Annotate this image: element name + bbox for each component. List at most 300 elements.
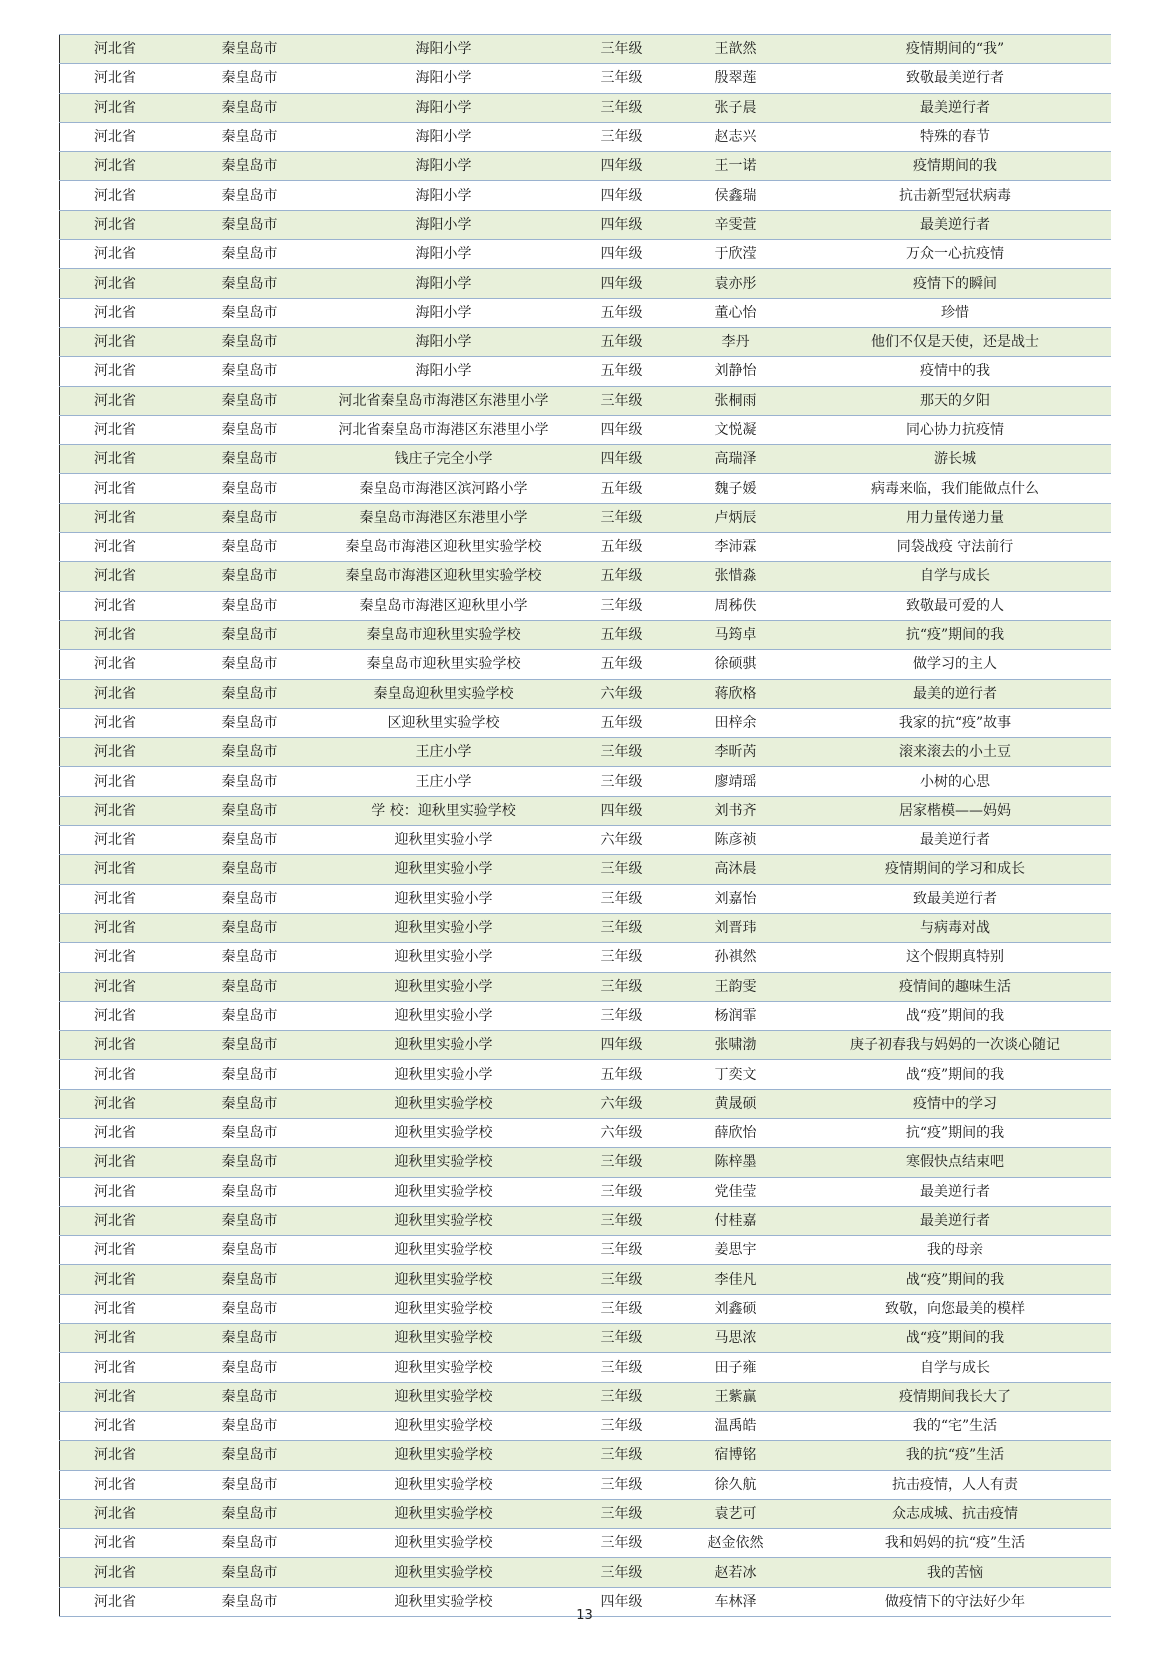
city-cell: 秦皇岛市: [184, 445, 316, 474]
table-row: [60, 591, 1111, 620]
province-cell: 河北省: [60, 415, 184, 444]
grade-cell: 三年级: [572, 1001, 672, 1030]
city-cell: 秦皇岛市: [184, 1529, 316, 1558]
province-cell: 河北省: [60, 35, 184, 64]
city-cell: 秦皇岛市: [184, 35, 316, 64]
grade-cell: 三年级: [572, 1558, 672, 1587]
table-row: [60, 913, 1111, 942]
table-row: [60, 1294, 1111, 1323]
province-cell: 河北省: [60, 386, 184, 415]
student-name-cell: 刘静怡: [672, 357, 800, 386]
grade-cell: 三年级: [572, 1441, 672, 1470]
grade-cell: 六年级: [572, 679, 672, 708]
essay-title-cell: 那天的夕阳: [800, 386, 1111, 415]
province-cell: 河北省: [60, 1294, 184, 1323]
essay-title-cell: 疫情期间的学习和成长: [800, 855, 1111, 884]
table-row: [60, 738, 1111, 767]
city-cell: 秦皇岛市: [184, 562, 316, 591]
city-cell: 秦皇岛市: [184, 210, 316, 239]
city-cell: 秦皇岛市: [184, 796, 316, 825]
province-cell: 河北省: [60, 445, 184, 474]
province-cell: 河北省: [60, 767, 184, 796]
student-name-cell: 李丹: [672, 327, 800, 356]
student-name-cell: 王歆然: [672, 35, 800, 64]
grade-cell: 三年级: [572, 1236, 672, 1265]
student-name-cell: 张啸渤: [672, 1031, 800, 1060]
essay-title-cell: 病毒来临，我们能做点什么: [800, 474, 1111, 503]
table-row: [60, 972, 1111, 1001]
grade-cell: 三年级: [572, 503, 672, 532]
essay-title-cell: 与病毒对战: [800, 913, 1111, 942]
student-name-cell: 赵志兴: [672, 122, 800, 151]
school-cell: 迎秋里实验小学: [316, 972, 572, 1001]
table-row: [60, 210, 1111, 239]
city-cell: 秦皇岛市: [184, 826, 316, 855]
grade-cell: 五年级: [572, 327, 672, 356]
grade-cell: 三年级: [572, 591, 672, 620]
province-cell: 河北省: [60, 181, 184, 210]
school-cell: 迎秋里实验学校: [316, 1441, 572, 1470]
school-cell: 海阳小学: [316, 210, 572, 239]
grade-cell: 四年级: [572, 210, 672, 239]
province-cell: 河北省: [60, 913, 184, 942]
province-cell: 河北省: [60, 972, 184, 1001]
city-cell: 秦皇岛市: [184, 1177, 316, 1206]
essay-title-cell: 疫情下的瞬间: [800, 269, 1111, 298]
school-cell: 迎秋里实验学校: [316, 1177, 572, 1206]
school-cell: 秦皇岛市海港区迎秋里小学: [316, 591, 572, 620]
table-row: [60, 855, 1111, 884]
table-row: [60, 474, 1111, 503]
province-cell: 河北省: [60, 1148, 184, 1177]
grade-cell: 三年级: [572, 913, 672, 942]
essay-title-cell: 同心协力抗疫情: [800, 415, 1111, 444]
city-cell: 秦皇岛市: [184, 1031, 316, 1060]
table-row: [60, 269, 1111, 298]
table-row: [60, 1060, 1111, 1089]
grade-cell: 四年级: [572, 181, 672, 210]
city-cell: 秦皇岛市: [184, 650, 316, 679]
table-row: [60, 122, 1111, 151]
table-row: [60, 708, 1111, 737]
city-cell: 秦皇岛市: [184, 1441, 316, 1470]
city-cell: 秦皇岛市: [184, 738, 316, 767]
school-cell: 秦皇岛市海港区滨河路小学: [316, 474, 572, 503]
student-name-cell: 温禹皓: [672, 1411, 800, 1440]
essay-title-cell: 疫情期间的“我”: [800, 35, 1111, 64]
province-cell: 河北省: [60, 1177, 184, 1206]
province-cell: 河北省: [60, 240, 184, 269]
essay-title-cell: 庚子初春我与妈妈的一次谈心随记: [800, 1031, 1111, 1060]
essay-title-cell: 疫情期间我长大了: [800, 1382, 1111, 1411]
table-row: [60, 1529, 1111, 1558]
essay-title-cell: 致最美逆行者: [800, 884, 1111, 913]
essay-title-cell: 我的母亲: [800, 1236, 1111, 1265]
table-row: [60, 767, 1111, 796]
table-row: [60, 1177, 1111, 1206]
province-cell: 河北省: [60, 1353, 184, 1382]
city-cell: 秦皇岛市: [184, 1265, 316, 1294]
student-name-cell: 袁亦彤: [672, 269, 800, 298]
grade-cell: 三年级: [572, 1499, 672, 1528]
table-row: [60, 93, 1111, 122]
city-cell: 秦皇岛市: [184, 1118, 316, 1147]
school-cell: 迎秋里实验学校: [316, 1411, 572, 1440]
essay-title-cell: 小树的心思: [800, 767, 1111, 796]
essay-title-cell: 最美逆行者: [800, 93, 1111, 122]
grade-cell: 三年级: [572, 1148, 672, 1177]
table-row: [60, 357, 1111, 386]
school-cell: 王庄小学: [316, 738, 572, 767]
school-cell: 迎秋里实验小学: [316, 884, 572, 913]
student-name-cell: 马思浓: [672, 1324, 800, 1353]
table-row: [60, 1353, 1111, 1382]
table-row: [60, 64, 1111, 93]
city-cell: 秦皇岛市: [184, 1206, 316, 1235]
table-row: [60, 1499, 1111, 1528]
grade-cell: 三年级: [572, 1265, 672, 1294]
province-cell: 河北省: [60, 1118, 184, 1147]
student-name-cell: 王紫赢: [672, 1382, 800, 1411]
province-cell: 河北省: [60, 1236, 184, 1265]
city-cell: 秦皇岛市: [184, 1294, 316, 1323]
city-cell: 秦皇岛市: [184, 1411, 316, 1440]
table-row: [60, 445, 1111, 474]
province-cell: 河北省: [60, 1060, 184, 1089]
province-cell: 河北省: [60, 503, 184, 532]
table-row: [60, 1031, 1111, 1060]
city-cell: 秦皇岛市: [184, 181, 316, 210]
school-cell: 迎秋里实验学校: [316, 1470, 572, 1499]
city-cell: 秦皇岛市: [184, 415, 316, 444]
province-cell: 河北省: [60, 533, 184, 562]
school-cell: 海阳小学: [316, 327, 572, 356]
student-name-cell: 付桂嘉: [672, 1206, 800, 1235]
province-cell: 河北省: [60, 64, 184, 93]
school-cell: 迎秋里实验学校: [316, 1558, 572, 1587]
student-name-cell: 文悦凝: [672, 415, 800, 444]
table-row: [60, 943, 1111, 972]
essay-title-cell: 自学与成长: [800, 1353, 1111, 1382]
city-cell: 秦皇岛市: [184, 152, 316, 181]
student-name-cell: 宿博铭: [672, 1441, 800, 1470]
essay-title-cell: 特殊的春节: [800, 122, 1111, 151]
grade-cell: 三年级: [572, 1470, 672, 1499]
school-cell: 迎秋里实验学校: [316, 1148, 572, 1177]
student-name-cell: 李佳凡: [672, 1265, 800, 1294]
student-name-cell: 张惜淼: [672, 562, 800, 591]
table-row: [60, 152, 1111, 181]
province-cell: 河北省: [60, 1324, 184, 1353]
essay-title-cell: 我的抗“疫”生活: [800, 1441, 1111, 1470]
grade-cell: 四年级: [572, 796, 672, 825]
table-row: [60, 650, 1111, 679]
school-cell: 迎秋里实验小学: [316, 943, 572, 972]
school-cell: 迎秋里实验小学: [316, 913, 572, 942]
student-name-cell: 刘书齐: [672, 796, 800, 825]
province-cell: 河北省: [60, 93, 184, 122]
school-cell: 海阳小学: [316, 298, 572, 327]
province-cell: 河北省: [60, 357, 184, 386]
grade-cell: 四年级: [572, 240, 672, 269]
essay-title-cell: 战“疫”期间的我: [800, 1001, 1111, 1030]
province-cell: 河北省: [60, 1411, 184, 1440]
table-row: [60, 1470, 1111, 1499]
school-cell: 迎秋里实验学校: [316, 1089, 572, 1118]
province-cell: 河北省: [60, 152, 184, 181]
grade-cell: 五年级: [572, 474, 672, 503]
city-cell: 秦皇岛市: [184, 1148, 316, 1177]
grade-cell: 五年级: [572, 533, 672, 562]
grade-cell: 三年级: [572, 1353, 672, 1382]
student-name-cell: 高瑞泽: [672, 445, 800, 474]
city-cell: 秦皇岛市: [184, 1558, 316, 1587]
province-cell: 河北省: [60, 562, 184, 591]
province-cell: 河北省: [60, 1031, 184, 1060]
province-cell: 河北省: [60, 1089, 184, 1118]
province-cell: 河北省: [60, 650, 184, 679]
school-cell: 迎秋里实验学校: [316, 1353, 572, 1382]
school-cell: 河北省秦皇岛市海港区东港里小学: [316, 415, 572, 444]
school-cell: 秦皇岛市海港区迎秋里实验学校: [316, 533, 572, 562]
province-cell: 河北省: [60, 1499, 184, 1528]
student-name-cell: 辛雯萱: [672, 210, 800, 239]
student-name-cell: 殷翠莲: [672, 64, 800, 93]
student-name-cell: 于欣滢: [672, 240, 800, 269]
province-cell: 河北省: [60, 122, 184, 151]
school-cell: 钱庄子完全小学: [316, 445, 572, 474]
essay-title-cell: 最美逆行者: [800, 1177, 1111, 1206]
student-name-cell: 魏子媛: [672, 474, 800, 503]
essay-title-cell: 做疫情下的守法好少年: [800, 1587, 1111, 1616]
city-cell: 秦皇岛市: [184, 327, 316, 356]
student-name-cell: 陈彦祯: [672, 826, 800, 855]
province-cell: 河北省: [60, 884, 184, 913]
city-cell: 秦皇岛市: [184, 1382, 316, 1411]
province-cell: 河北省: [60, 269, 184, 298]
city-cell: 秦皇岛市: [184, 269, 316, 298]
city-cell: 秦皇岛市: [184, 93, 316, 122]
school-cell: 海阳小学: [316, 240, 572, 269]
essay-title-cell: 抗击疫情，人人有责: [800, 1470, 1111, 1499]
essay-title-cell: 自学与成长: [800, 562, 1111, 591]
essay-title-cell: 众志成城、抗击疫情: [800, 1499, 1111, 1528]
province-cell: 河北省: [60, 738, 184, 767]
table-row: [60, 1001, 1111, 1030]
city-cell: 秦皇岛市: [184, 620, 316, 649]
table-row: [60, 796, 1111, 825]
grade-cell: 三年级: [572, 1411, 672, 1440]
city-cell: 秦皇岛市: [184, 240, 316, 269]
essay-title-cell: 致敬最美逆行者: [800, 64, 1111, 93]
essay-title-cell: 最美的逆行者: [800, 679, 1111, 708]
province-cell: 河北省: [60, 620, 184, 649]
student-name-cell: 张桐雨: [672, 386, 800, 415]
province-cell: 河北省: [60, 210, 184, 239]
city-cell: 秦皇岛市: [184, 1470, 316, 1499]
province-cell: 河北省: [60, 1265, 184, 1294]
table-row: [60, 298, 1111, 327]
essay-title-cell: 抗击新型冠状病毒: [800, 181, 1111, 210]
grade-cell: 三年级: [572, 738, 672, 767]
province-cell: 河北省: [60, 679, 184, 708]
grade-cell: 三年级: [572, 972, 672, 1001]
essay-title-cell: 游长城: [800, 445, 1111, 474]
table-row: [60, 1265, 1111, 1294]
city-cell: 秦皇岛市: [184, 533, 316, 562]
school-cell: 迎秋里实验小学: [316, 855, 572, 884]
grade-cell: 五年级: [572, 357, 672, 386]
student-name-cell: 赵若冰: [672, 1558, 800, 1587]
student-name-cell: 丁奕文: [672, 1060, 800, 1089]
grade-cell: 四年级: [572, 1031, 672, 1060]
essay-title-cell: 这个假期真特别: [800, 943, 1111, 972]
province-cell: 河北省: [60, 1441, 184, 1470]
table-row: [60, 1441, 1111, 1470]
school-cell: 迎秋里实验小学: [316, 1031, 572, 1060]
school-cell: 学 校：迎秋里实验学校: [316, 796, 572, 825]
essay-title-cell: 疫情中的我: [800, 357, 1111, 386]
essay-title-cell: 用力量传递力量: [800, 503, 1111, 532]
city-cell: 秦皇岛市: [184, 357, 316, 386]
grade-cell: 三年级: [572, 884, 672, 913]
student-name-cell: 卢炳辰: [672, 503, 800, 532]
city-cell: 秦皇岛市: [184, 1324, 316, 1353]
school-cell: 迎秋里实验学校: [316, 1294, 572, 1323]
table-row: [60, 181, 1111, 210]
grade-cell: 三年级: [572, 943, 672, 972]
grade-cell: 四年级: [572, 269, 672, 298]
school-cell: 海阳小学: [316, 181, 572, 210]
student-name-cell: 党佳莹: [672, 1177, 800, 1206]
city-cell: 秦皇岛市: [184, 1499, 316, 1528]
essay-title-cell: 同袋战疫 守法前行: [800, 533, 1111, 562]
city-cell: 秦皇岛市: [184, 767, 316, 796]
grade-cell: 五年级: [572, 708, 672, 737]
province-cell: 河北省: [60, 1001, 184, 1030]
essay-title-cell: 战“疫”期间的我: [800, 1265, 1111, 1294]
grade-cell: 三年级: [572, 1529, 672, 1558]
city-cell: 秦皇岛市: [184, 1089, 316, 1118]
student-name-cell: 董心怡: [672, 298, 800, 327]
student-name-cell: 刘晋玮: [672, 913, 800, 942]
school-cell: 王庄小学: [316, 767, 572, 796]
grade-cell: 三年级: [572, 1294, 672, 1323]
essay-title-cell: 做学习的主人: [800, 650, 1111, 679]
essay-title-cell: 他们不仅是天使，还是战士: [800, 327, 1111, 356]
essay-title-cell: 疫情中的学习: [800, 1089, 1111, 1118]
essay-title-cell: 抗“疫”期间的我: [800, 620, 1111, 649]
grade-cell: 五年级: [572, 1060, 672, 1089]
city-cell: 秦皇岛市: [184, 1060, 316, 1089]
student-name-cell: 徐硕骐: [672, 650, 800, 679]
grade-cell: 三年级: [572, 1206, 672, 1235]
table-row: [60, 415, 1111, 444]
table-row: [60, 826, 1111, 855]
province-cell: 河北省: [60, 708, 184, 737]
table-row: [60, 327, 1111, 356]
school-cell: 迎秋里实验小学: [316, 1060, 572, 1089]
student-name-cell: 徐久航: [672, 1470, 800, 1499]
province-cell: 河北省: [60, 943, 184, 972]
table-row: [60, 620, 1111, 649]
grade-cell: 五年级: [572, 650, 672, 679]
city-cell: 秦皇岛市: [184, 972, 316, 1001]
essay-title-cell: 滚来滚去的小土豆: [800, 738, 1111, 767]
city-cell: 秦皇岛市: [184, 1001, 316, 1030]
essay-title-cell: 抗“疫”期间的我: [800, 1118, 1111, 1147]
grade-cell: 五年级: [572, 298, 672, 327]
grade-cell: 三年级: [572, 767, 672, 796]
grade-cell: 三年级: [572, 35, 672, 64]
essay-title-cell: 致敬，向您最美的模样: [800, 1294, 1111, 1323]
student-name-cell: 薛欣怡: [672, 1118, 800, 1147]
school-cell: 秦皇岛市迎秋里实验学校: [316, 620, 572, 649]
essay-title-cell: 寒假快点结束吧: [800, 1148, 1111, 1177]
student-name-cell: 王一诺: [672, 152, 800, 181]
city-cell: 秦皇岛市: [184, 503, 316, 532]
table-row: [60, 386, 1111, 415]
table-row: [60, 884, 1111, 913]
grade-cell: 三年级: [572, 1324, 672, 1353]
province-cell: 河北省: [60, 855, 184, 884]
school-cell: 迎秋里实验学校: [316, 1206, 572, 1235]
city-cell: 秦皇岛市: [184, 679, 316, 708]
student-name-cell: 周秭佚: [672, 591, 800, 620]
province-cell: 河北省: [60, 474, 184, 503]
grade-cell: 三年级: [572, 93, 672, 122]
student-name-cell: 赵金依然: [672, 1529, 800, 1558]
student-name-cell: 张子晨: [672, 93, 800, 122]
table-row: [60, 679, 1111, 708]
table-row: [60, 1089, 1111, 1118]
student-name-cell: 李沛霖: [672, 533, 800, 562]
city-cell: 秦皇岛市: [184, 708, 316, 737]
table-row: [60, 1236, 1111, 1265]
school-cell: 迎秋里实验学校: [316, 1236, 572, 1265]
city-cell: 秦皇岛市: [184, 474, 316, 503]
school-cell: 秦皇岛市海港区迎秋里实验学校: [316, 562, 572, 591]
essay-title-cell: 珍惜: [800, 298, 1111, 327]
province-cell: 河北省: [60, 298, 184, 327]
school-cell: 迎秋里实验小学: [316, 826, 572, 855]
school-cell: 海阳小学: [316, 269, 572, 298]
school-cell: 海阳小学: [316, 64, 572, 93]
results-table: [59, 34, 1111, 1617]
grade-cell: 三年级: [572, 64, 672, 93]
province-cell: 河北省: [60, 1382, 184, 1411]
school-cell: 区迎秋里实验学校: [316, 708, 572, 737]
essay-title-cell: 居家楷模——妈妈: [800, 796, 1111, 825]
student-name-cell: 王韵雯: [672, 972, 800, 1001]
school-cell: 河北省秦皇岛市海港区东港里小学: [316, 386, 572, 415]
province-cell: 河北省: [60, 327, 184, 356]
essay-title-cell: 战“疫”期间的我: [800, 1324, 1111, 1353]
city-cell: 秦皇岛市: [184, 1587, 316, 1616]
grade-cell: 三年级: [572, 1177, 672, 1206]
page-number: 13: [576, 1608, 593, 1623]
city-cell: 秦皇岛市: [184, 298, 316, 327]
grade-cell: 四年级: [572, 152, 672, 181]
student-name-cell: 袁艺可: [672, 1499, 800, 1528]
school-cell: 迎秋里实验学校: [316, 1265, 572, 1294]
school-cell: 海阳小学: [316, 122, 572, 151]
essay-title-cell: 我和妈妈的抗“疫”生活: [800, 1529, 1111, 1558]
table-row: [60, 1206, 1111, 1235]
city-cell: 秦皇岛市: [184, 591, 316, 620]
school-cell: 秦皇岛市海港区东港里小学: [316, 503, 572, 532]
table-row: [60, 1558, 1111, 1587]
